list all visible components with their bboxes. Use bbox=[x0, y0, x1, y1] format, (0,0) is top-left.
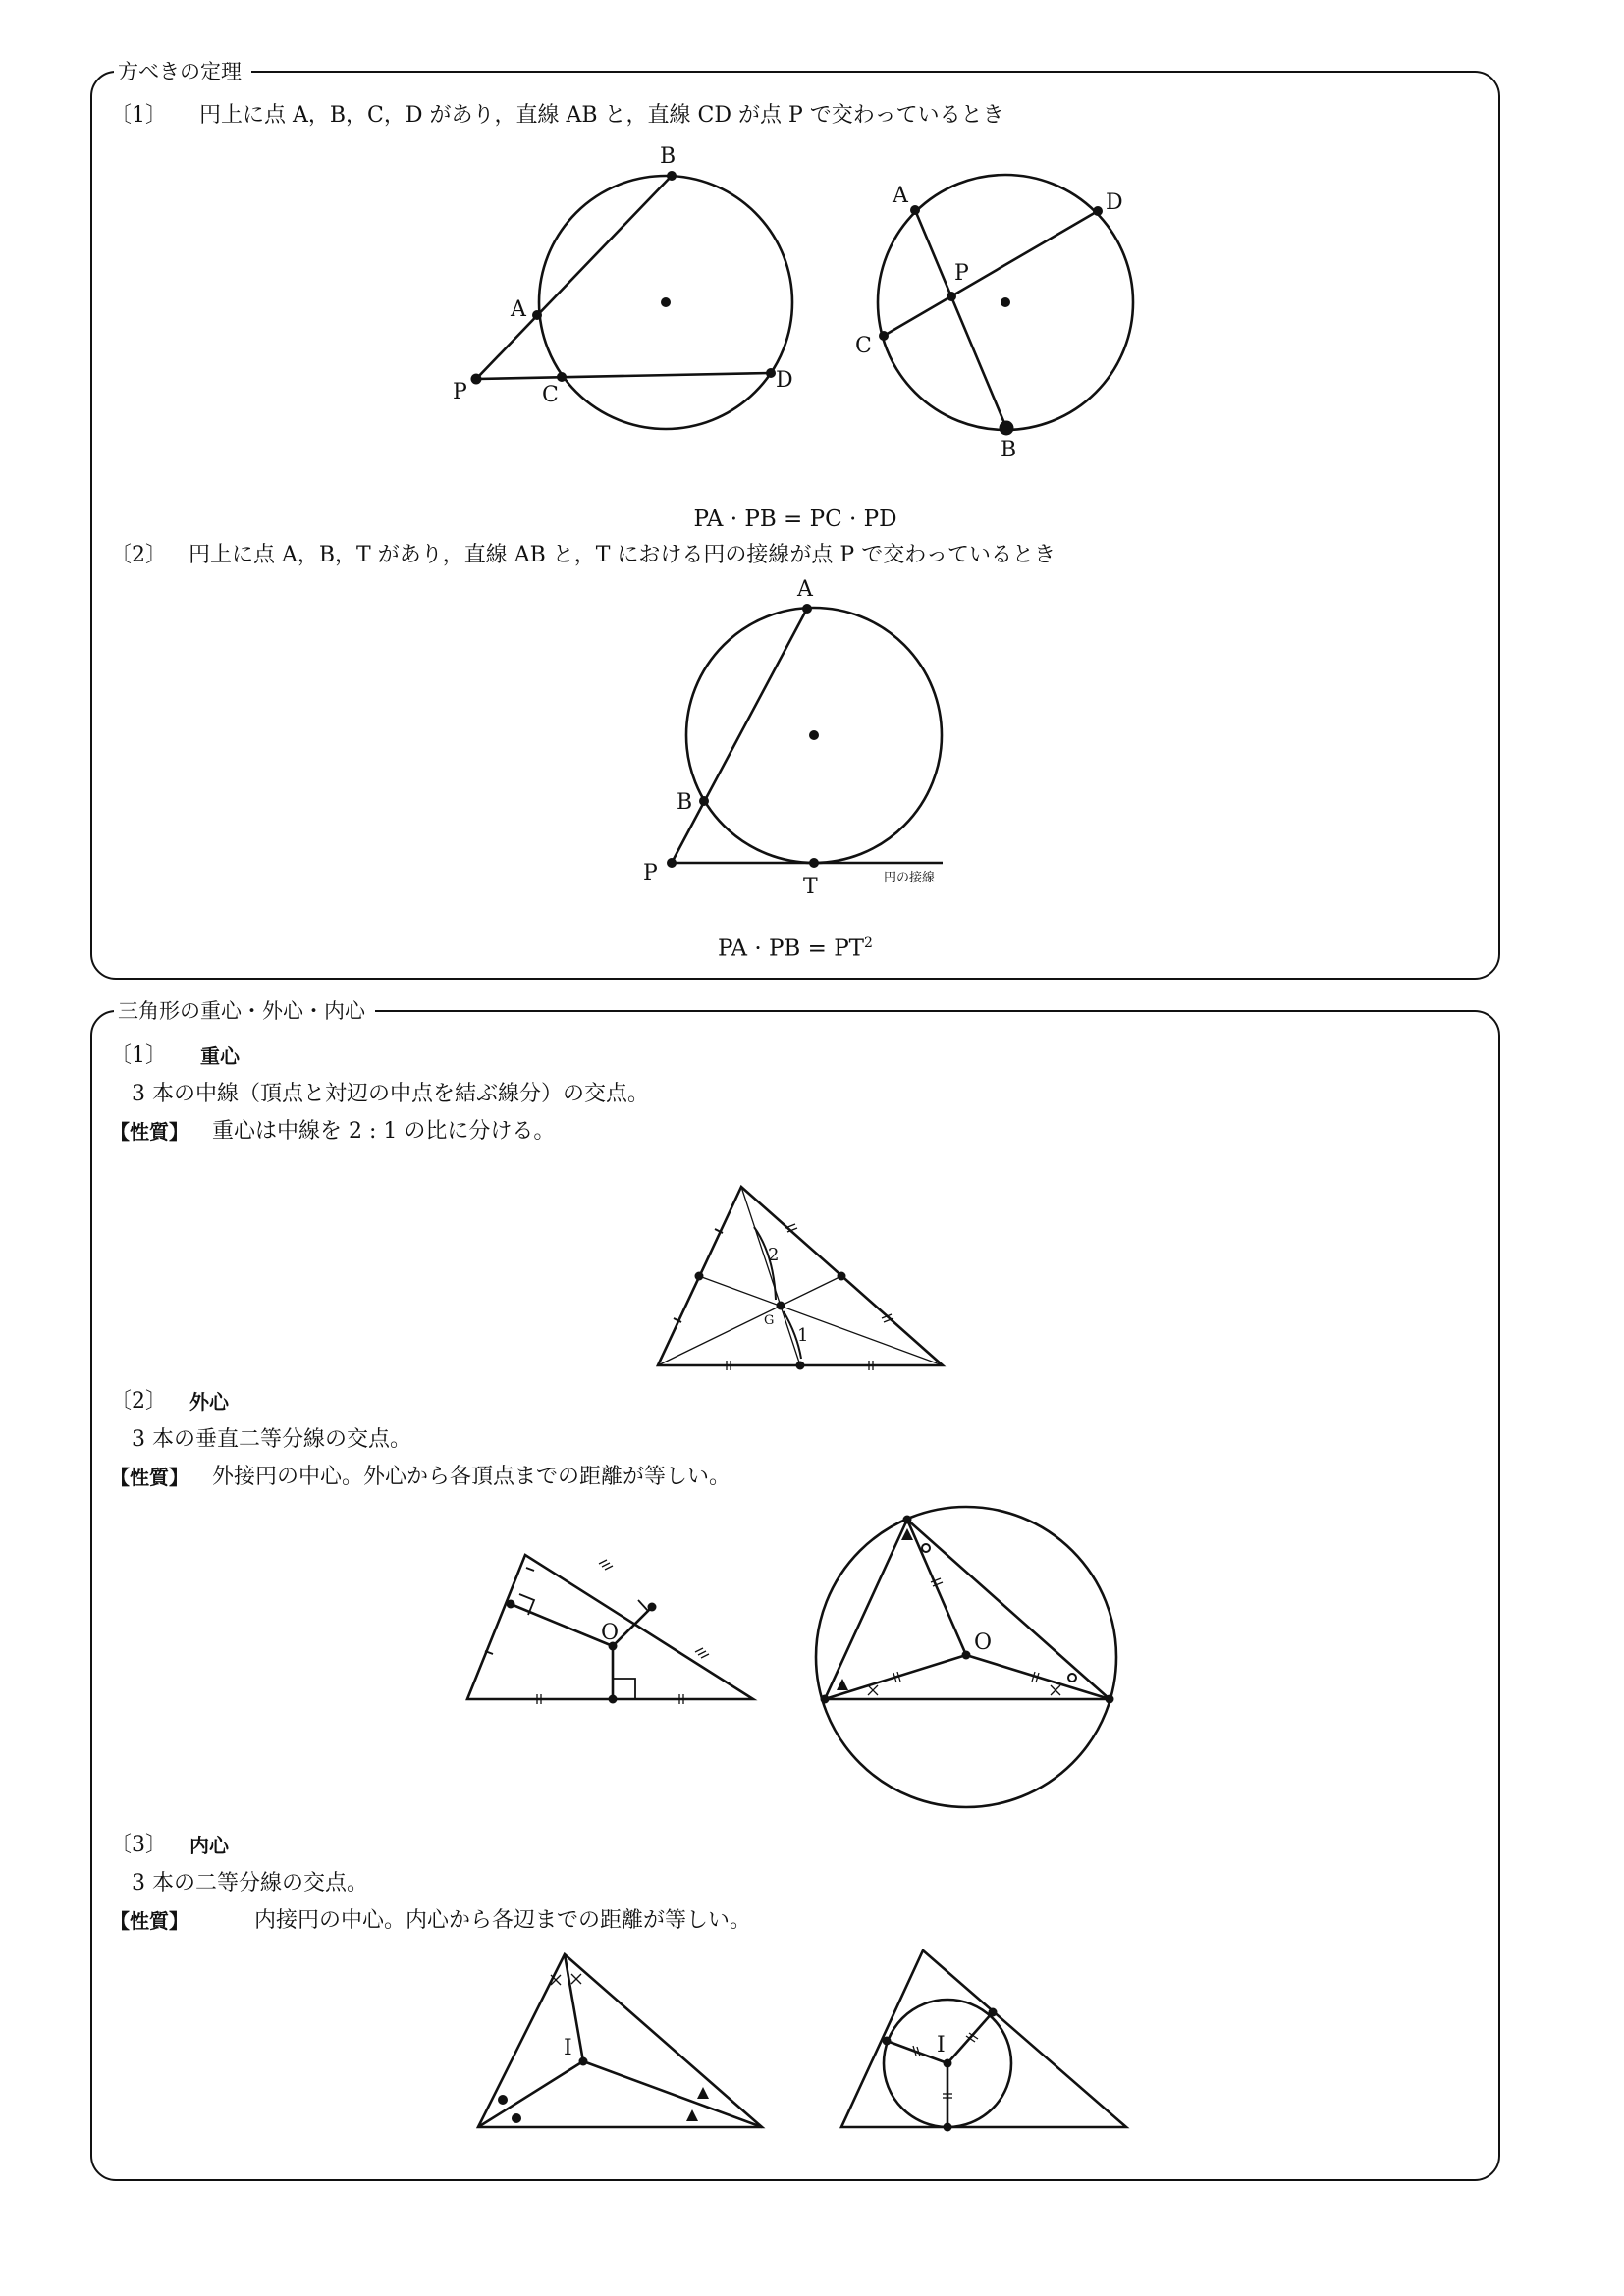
circumcenter-O bbox=[962, 1651, 971, 1660]
ratio-label-1: 1 bbox=[797, 1325, 809, 1346]
circle-center bbox=[1001, 297, 1010, 307]
right-angle-base bbox=[613, 1679, 635, 1699]
midpoint-bottom bbox=[796, 1362, 805, 1370]
point-A bbox=[532, 310, 542, 320]
incenter-definition: 3 本の二等分線の交点。 bbox=[132, 1871, 368, 1896]
figure-secant-tangent bbox=[643, 577, 943, 899]
figure-chords-internal bbox=[855, 175, 1133, 462]
incenter-property: 内接円の中心。内心から各辺までの距離が等しい。 bbox=[254, 1908, 752, 1933]
circle-center bbox=[809, 730, 819, 740]
power-of-point-title: 方べきの定理 bbox=[114, 58, 251, 85]
circle-center bbox=[661, 297, 671, 307]
tangent-label: 円の接線 bbox=[884, 871, 936, 885]
triangle-mark-right-upper bbox=[697, 2087, 709, 2099]
label-P: P bbox=[453, 380, 467, 404]
item1-label: 〔1〕 bbox=[110, 103, 167, 128]
label-A: A bbox=[511, 297, 526, 322]
point-A bbox=[802, 604, 812, 614]
cross-mark-left bbox=[868, 1685, 878, 1695]
tick-left-upper bbox=[526, 1568, 534, 1571]
label-D: D bbox=[1106, 190, 1123, 215]
label-C: C bbox=[542, 383, 559, 407]
centroid-G bbox=[777, 1302, 785, 1310]
item1-text: 円上に点 A，B，C，D があり，直線 AB と，直線 CD が点 P で交わっているとき bbox=[199, 103, 1004, 128]
circle-mark-top bbox=[922, 1544, 930, 1552]
label-O: O bbox=[974, 1630, 993, 1655]
label-I: I bbox=[937, 2033, 946, 2057]
tangent-point-right bbox=[989, 2008, 998, 2017]
circumcenter-property-label: 【性質】 bbox=[110, 1466, 189, 1489]
chord-CD bbox=[884, 211, 1098, 336]
bisector-right bbox=[583, 2061, 762, 2127]
cross-mark-right bbox=[1051, 1685, 1060, 1695]
label-B: B bbox=[1001, 438, 1017, 462]
median-c bbox=[699, 1276, 943, 1365]
cross-mark-top-right bbox=[571, 1974, 581, 1984]
midpoint-right bbox=[648, 1603, 657, 1612]
label-B: B bbox=[660, 144, 677, 169]
tangent-point-bottom bbox=[944, 2123, 952, 2132]
vertex-right bbox=[1106, 1695, 1114, 1704]
figure-incircle bbox=[841, 1950, 1126, 2132]
radius-top bbox=[907, 1520, 966, 1655]
circumcenter-definition: 3 本の垂直二等分線の交点。 bbox=[132, 1427, 411, 1452]
label-G: G bbox=[764, 1313, 775, 1328]
line-PA bbox=[672, 609, 807, 863]
label-B: B bbox=[677, 790, 693, 815]
vertex-top bbox=[903, 1516, 912, 1524]
figure-circumcircle bbox=[816, 1507, 1116, 1807]
incenter-label: 〔3〕 bbox=[110, 1833, 167, 1857]
label-P: P bbox=[954, 261, 969, 286]
vertex-left bbox=[821, 1695, 830, 1704]
item2-label: 〔2〕 bbox=[110, 543, 167, 567]
line-PB bbox=[476, 176, 672, 379]
incenter-I bbox=[579, 2057, 588, 2066]
circumcenter-name: 外心 bbox=[189, 1390, 229, 1414]
point-B bbox=[699, 796, 709, 806]
item2-formula-sup: 2 bbox=[864, 935, 873, 951]
centroid-property-label: 【性質】 bbox=[110, 1120, 189, 1144]
circumcenter-property: 外接円の中心。外心から各頂点までの距離が等しい。 bbox=[212, 1465, 731, 1489]
item2-formula-base: PA · PB = PT bbox=[718, 935, 865, 962]
median-b bbox=[658, 1276, 841, 1365]
dot-mark-left-lower bbox=[512, 2113, 521, 2123]
item2-text: 円上に点 A，B，T があり，直線 AB と，T における円の接線が点 P で交わっているとき bbox=[189, 543, 1056, 567]
triangle-mark-left bbox=[837, 1679, 848, 1690]
incenter-I bbox=[944, 2059, 952, 2068]
label-P: P bbox=[643, 861, 658, 885]
figure-secants-external bbox=[453, 144, 793, 429]
figure-incenter-bisectors bbox=[478, 1954, 762, 2127]
ratio-label-2: 2 bbox=[768, 1245, 780, 1265]
point-B bbox=[1000, 421, 1014, 436]
label-A: A bbox=[797, 577, 813, 602]
chord-AB bbox=[915, 210, 1006, 428]
triple-tick-right-upper bbox=[599, 1560, 613, 1570]
item1-formula: PA · PB = PC · PD bbox=[693, 507, 897, 532]
triple-tick-right-lower bbox=[695, 1648, 709, 1658]
centroid-label: 〔1〕 bbox=[110, 1043, 167, 1068]
bisector-left bbox=[511, 1604, 613, 1646]
tangent-point-left bbox=[883, 2037, 892, 2046]
point-D bbox=[1093, 206, 1103, 216]
midpoint-base bbox=[609, 1695, 618, 1704]
centroid-name: 重心 bbox=[200, 1044, 240, 1068]
point-C bbox=[879, 331, 889, 341]
line-PD bbox=[476, 373, 771, 379]
dot-mark-left-upper bbox=[498, 2095, 508, 2105]
figure-circumcenter-bisectors bbox=[467, 1555, 753, 1704]
point-B bbox=[667, 171, 677, 181]
midpoint-right bbox=[838, 1272, 846, 1281]
point-A bbox=[910, 205, 920, 215]
triangle-mark-right-lower bbox=[686, 2109, 698, 2121]
point-C bbox=[557, 372, 567, 382]
incenter-name: 内心 bbox=[189, 1834, 229, 1857]
label-O: O bbox=[601, 1621, 620, 1645]
point-P bbox=[667, 858, 677, 868]
point-P bbox=[471, 374, 482, 385]
circumcenter-label: 〔2〕 bbox=[110, 1389, 167, 1414]
label-C: C bbox=[855, 334, 872, 358]
point-T bbox=[809, 858, 819, 868]
figure-centroid bbox=[658, 1187, 943, 1370]
point-D bbox=[766, 368, 776, 378]
label-D: D bbox=[776, 368, 793, 393]
midpoint-left bbox=[507, 1600, 515, 1609]
point-P bbox=[947, 292, 956, 301]
centroid-property: 重心は中線を 2 : 1 の比に分ける。 bbox=[212, 1119, 556, 1144]
centroid-definition: 3 本の中線（頂点と対辺の中点を結ぶ線分）の交点。 bbox=[132, 1082, 649, 1106]
midpoint-left bbox=[695, 1272, 704, 1281]
incenter-property-label: 【性質】 bbox=[110, 1909, 189, 1933]
label-A: A bbox=[893, 184, 908, 208]
label-I: I bbox=[564, 2036, 572, 2060]
label-T: T bbox=[803, 875, 818, 899]
circle-mark-right bbox=[1068, 1674, 1076, 1682]
triangle-centers-title: 三角形の重心・外心・内心 bbox=[114, 997, 375, 1025]
